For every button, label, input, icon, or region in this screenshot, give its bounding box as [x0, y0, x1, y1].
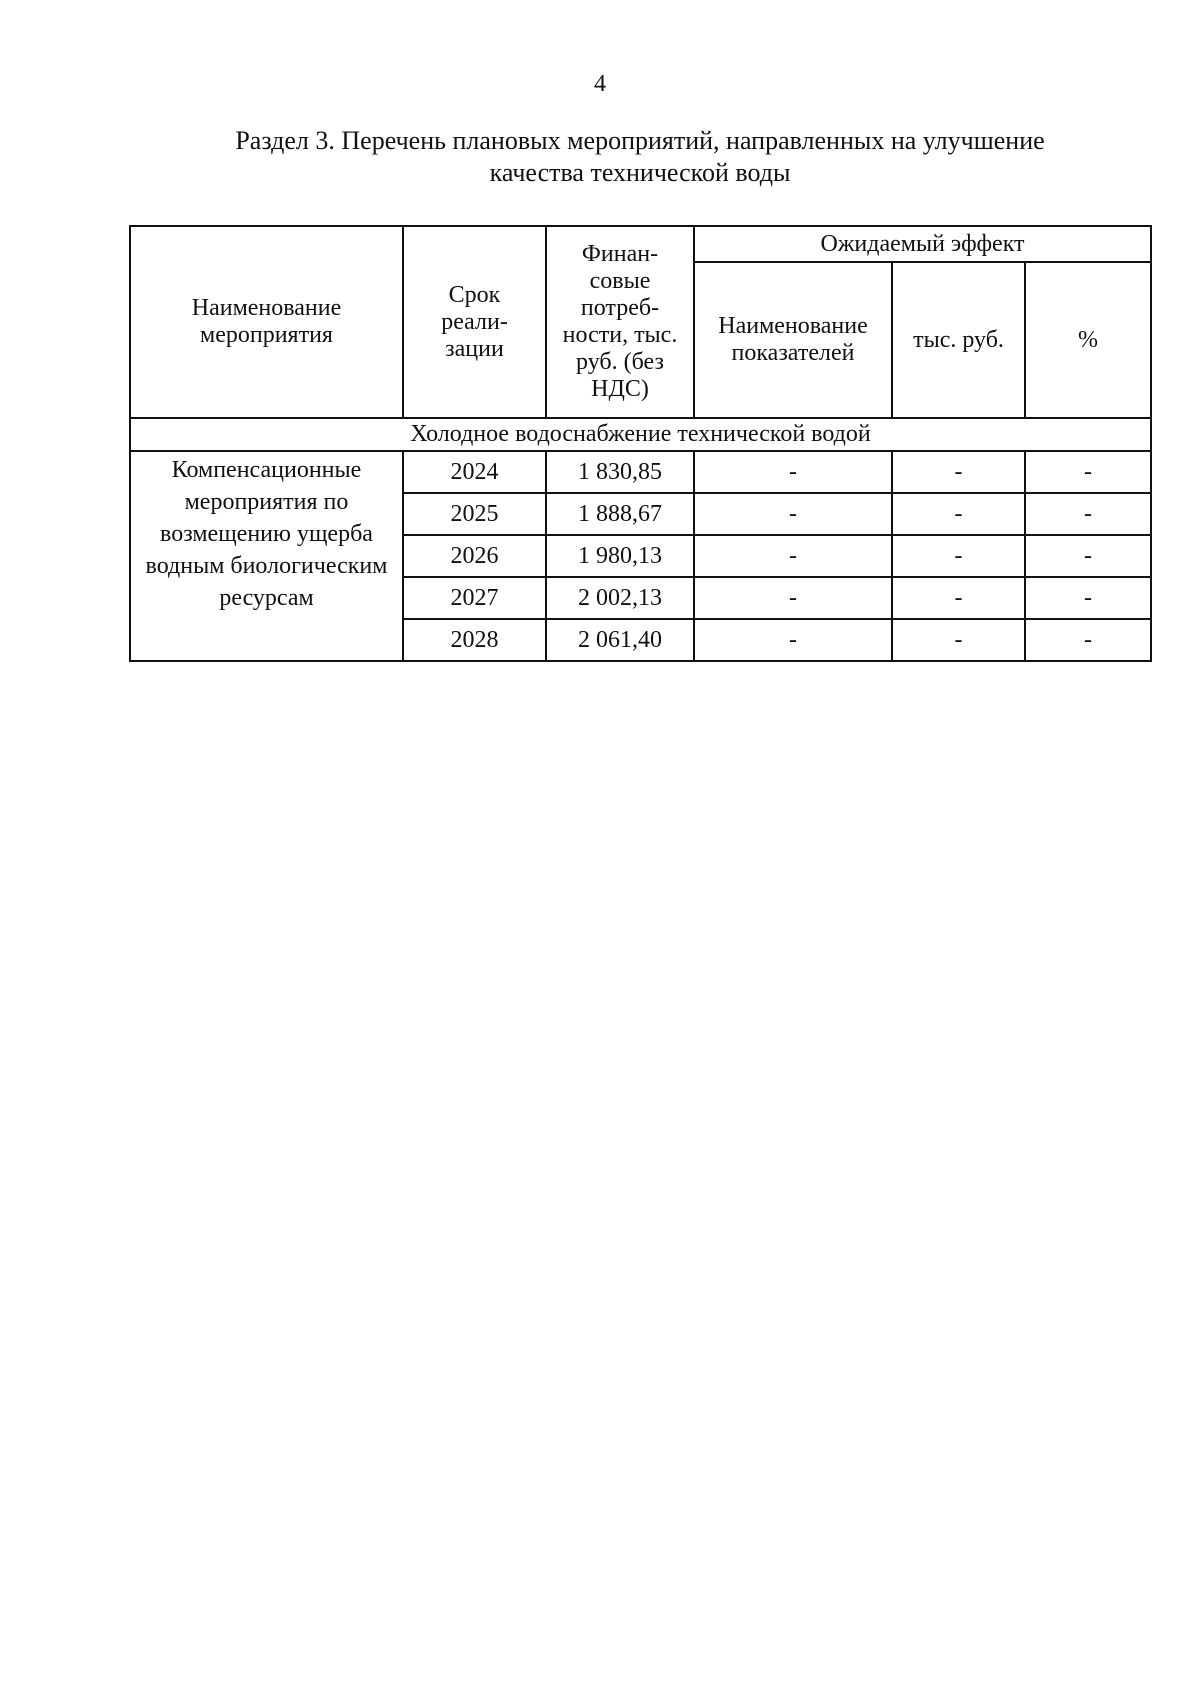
- year-cell: 2024: [403, 451, 546, 493]
- indicator-cell: -: [694, 619, 892, 661]
- header-percent: %: [1025, 262, 1151, 418]
- thousand-rub-cell: -: [892, 493, 1025, 535]
- year-cell: 2028: [403, 619, 546, 661]
- page-number: 4: [594, 71, 606, 97]
- percent-cell: -: [1025, 577, 1151, 619]
- header-term: Срок реали-зации: [403, 226, 546, 418]
- indicator-cell: -: [694, 535, 892, 577]
- indicator-cell: -: [694, 493, 892, 535]
- table-body: [130, 418, 1151, 661]
- percent-cell: -: [1025, 451, 1151, 493]
- finance-cell: 2 002,13: [546, 577, 694, 619]
- finance-cell: 1 830,85: [546, 451, 694, 493]
- measure-name-cell: Компенсационные мероприятия по возмещению ущерба водным биологическим ресурсам: [130, 451, 403, 661]
- header-indicator-name: Наименование показателей: [694, 262, 892, 418]
- finance-cell: 2 061,40: [546, 619, 694, 661]
- indicator-cell: -: [694, 577, 892, 619]
- section-title-line-1: Раздел 3. Перечень плановых мероприятий, направленных на улучшение: [235, 126, 1045, 155]
- percent-cell: -: [1025, 493, 1151, 535]
- year-cell: 2026: [403, 535, 546, 577]
- thousand-rub-cell: -: [892, 577, 1025, 619]
- finance-cell: 1 980,13: [546, 535, 694, 577]
- thousand-rub-cell: -: [892, 451, 1025, 493]
- thousand-rub-cell: -: [892, 535, 1025, 577]
- table-row: [130, 451, 1151, 493]
- year-cell: 2027: [403, 577, 546, 619]
- finance-cell: 1 888,67: [546, 493, 694, 535]
- indicator-cell: -: [694, 451, 892, 493]
- year-cell: 2025: [403, 493, 546, 535]
- section-title-line-2: качества технической воды: [489, 158, 791, 187]
- header-thousand-rub: тыс. руб.: [892, 262, 1025, 418]
- percent-cell: -: [1025, 535, 1151, 577]
- section-title: [190, 125, 1090, 189]
- thousand-rub-cell: -: [892, 619, 1025, 661]
- measures-table: [129, 225, 1152, 662]
- section-row: Холодное водоснабжение технической водой: [130, 418, 1151, 451]
- header-measure-name: Наименование мероприятия: [130, 226, 403, 418]
- header-expected-effect: Ожидаемый эффект: [694, 226, 1151, 262]
- percent-cell: -: [1025, 619, 1151, 661]
- header-finance: Финан-совые потреб-ности, тыс. руб. (без НДС): [546, 226, 694, 418]
